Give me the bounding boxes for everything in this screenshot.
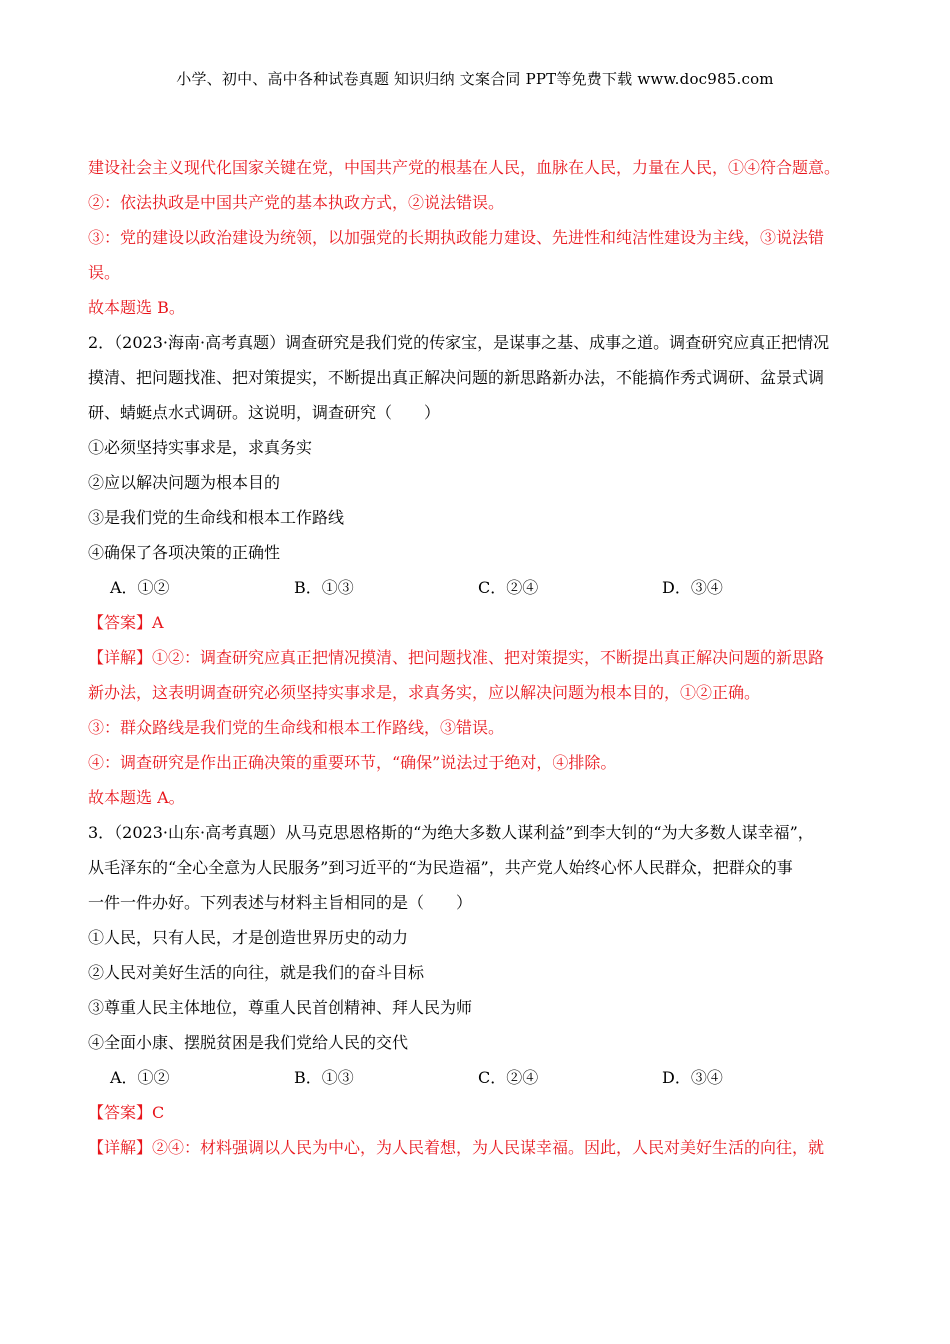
q3-choices [88,1060,878,1095]
q3-choice-c: C．②④ [478,1068,539,1087]
q2-explanation-line: ③：群众路线是我们党的生命线和根本工作路线，③错误。 [88,718,505,737]
q2-option: ①必须坚持实事求是，求真务实 [88,438,313,457]
q3-option: ③尊重人民主体地位，尊重人民首创精神、拜人民为师 [88,998,473,1017]
q2-choice-c: C．②④ [478,578,539,597]
q3-explanation-line: 【详解】②④：材料强调以人民为中心，为人民着想，为人民谋幸福。因此，人民对美好生活的向往，就 [88,1138,825,1157]
q2-choice-b: B．①③ [294,578,354,597]
q1-conclusion: 故本题选 B。 [88,298,185,317]
q2-conclusion: 故本题选 A。 [88,788,185,807]
q1-explanation-line: 建设社会主义现代化国家关键在党，中国共产党的根基在人民，血脉在人民，力量在人民，①④符合题意。 [88,158,841,177]
q1-explanation-line: 误。 [88,263,121,282]
document-body [88,150,878,1165]
q3-choice-b: B．①③ [294,1068,354,1087]
q1-explanation-line: ③：党的建设以政治建设为统领，以加强党的长期执政能力建设、先进性和纯洁性建设为主线，③说法错 [88,228,825,247]
q2-choice-d: D．③④ [662,578,723,597]
q3-stem-line: 3．（2023·山东·高考真题）从马克思恩格斯的“为绝大多数人谋利益”到李大钊的“为大多数人谋幸福”， [88,823,814,842]
q2-option: ③是我们党的生命线和根本工作路线 [88,508,345,527]
q2-choices [88,570,878,605]
q2-choice-a: A．①② [110,578,170,597]
q2-stem-line: 研、蜻蜓点水式调研。这说明，调查研究（ ） [88,403,441,422]
q3-stem-line: 从毛泽东的“全心全意为人民服务”到习近平的“为民造福”，共产党人始终心怀人民群众，把群众的事 [88,858,793,877]
q3-stem-line: 一件一件办好。下列表述与材料主旨相同的是（ ） [88,893,473,912]
q2-explanation-line: 【详解】①②：调查研究应真正把情况摸清、把问题找准、把对策提实，不断提出真正解决问题的新思路 [88,648,825,667]
q3-option: ②人民对美好生活的向往，就是我们的奋斗目标 [88,963,425,982]
q2-option: ④确保了各项决策的正确性 [88,543,281,562]
q2-explanation-line: 新办法，这表明调查研究必须坚持实事求是，求真务实，应以解决问题为根本目的，①②正确。 [88,683,761,702]
q3-choice-a: A．①② [110,1068,170,1087]
q2-stem-line: 摸清、把问题找准、把对策提实，不断提出真正解决问题的新思路新办法，不能搞作秀式调研、盆景式调 [88,368,825,387]
q2-explanation-line: ④：调查研究是作出正确决策的重要环节，“确保”说法过于绝对，④排除。 [88,753,617,772]
q3-option: ④全面小康、摆脱贫困是我们党给人民的交代 [88,1033,409,1052]
q1-explanation-line: ②：依法执政是中国共产党的基本执政方式，②说法错误。 [88,193,505,212]
q2-stem-line: 2．（2023·海南·高考真题）调查研究是我们党的传家宝，是谋事之基、成事之道。调查研究应真正把情况 [88,333,830,352]
q3-option: ①人民，只有人民，才是创造世界历史的动力 [88,928,409,947]
q2-option: ②应以解决问题为根本目的 [88,473,281,492]
q3-answer: 【答案】C [88,1103,165,1122]
q2-answer: 【答案】A [88,613,164,632]
page-header: 小学、初中、高中各种试卷真题 知识归纳 文案合同 PPT等免费下载 www.doc985.com [176,70,774,88]
q3-choice-d: D．③④ [662,1068,723,1087]
